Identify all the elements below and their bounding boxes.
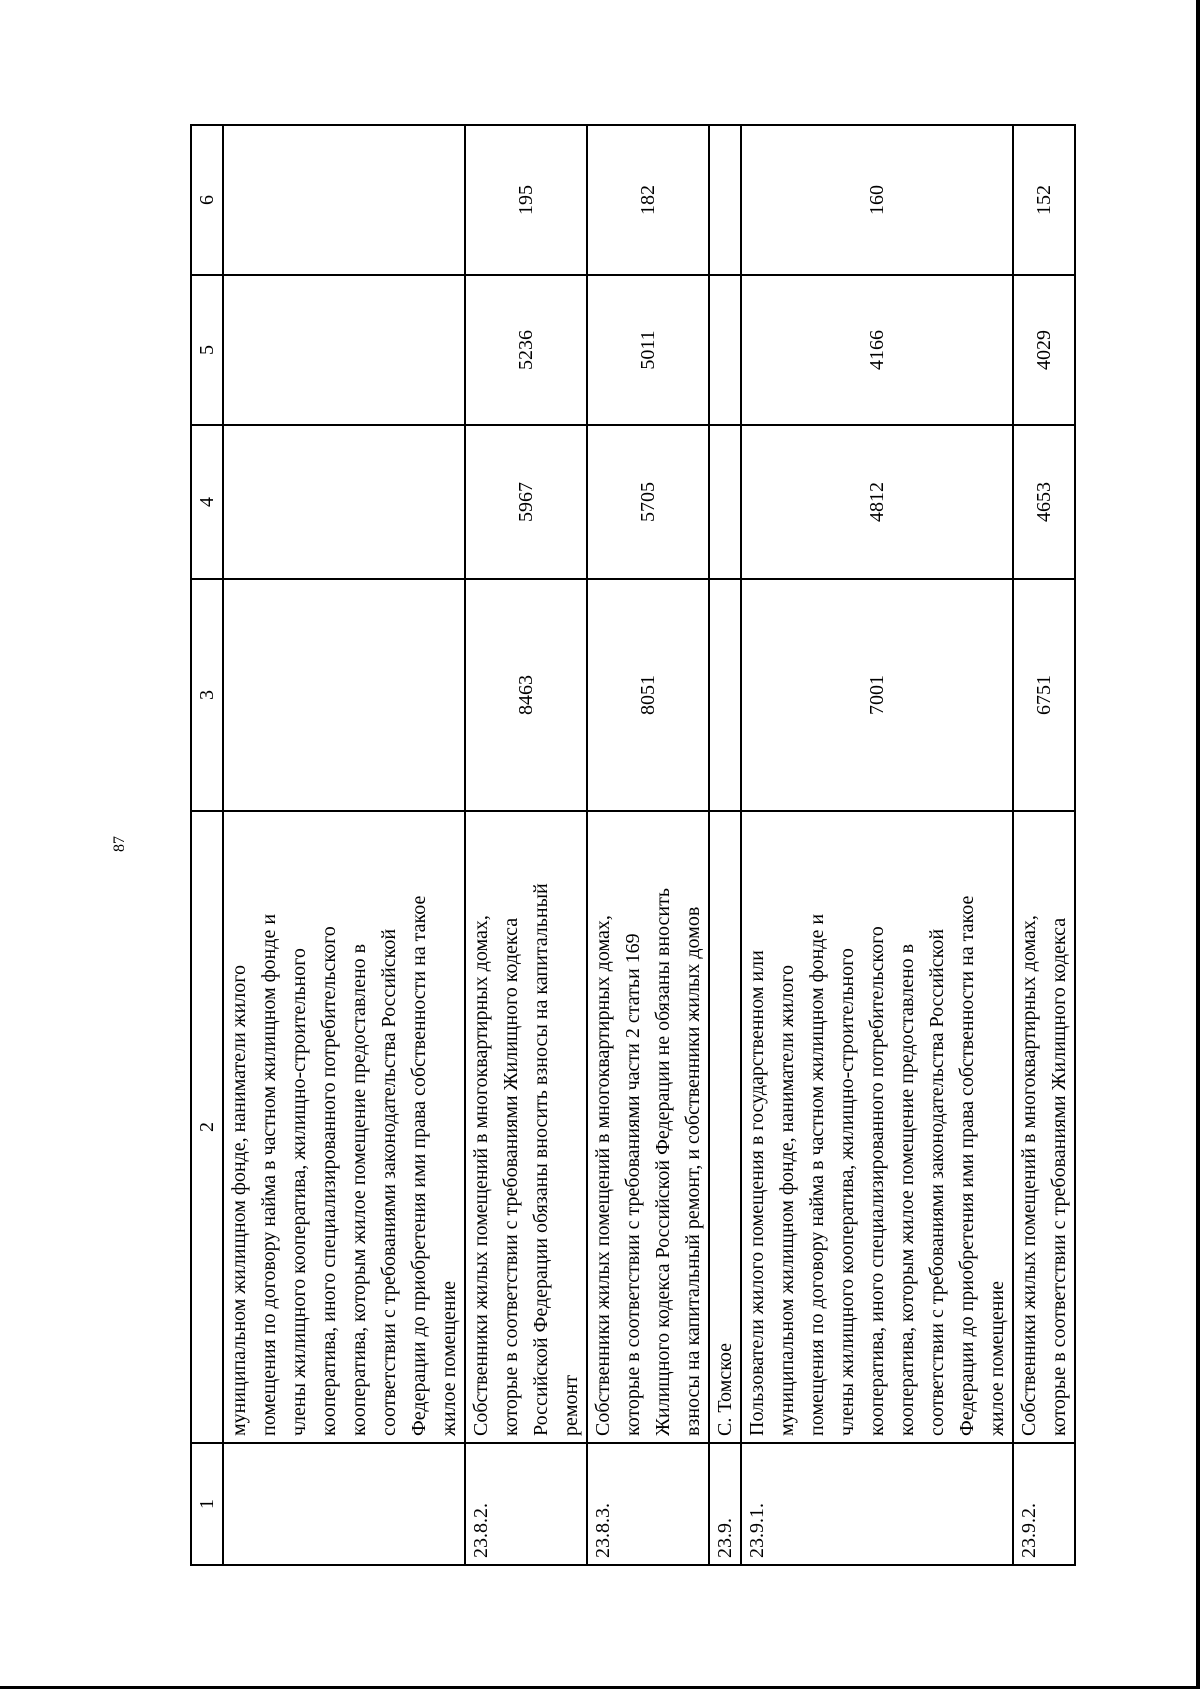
row-description: С. Томское [709, 811, 741, 1443]
row-value-col6: 195 [465, 125, 587, 275]
row-code: 23.9.1. [741, 1443, 1013, 1565]
table-row [1013, 125, 1075, 1565]
row-value-col5 [223, 275, 465, 425]
header-cell-5: 5 [191, 275, 223, 425]
row-value-col4: 5967 [465, 425, 587, 579]
row-description: Собственники жилых помещений в многоквартирных домах, которые в соответствии с требованиями Жилищного кодекса [1013, 811, 1075, 1443]
row-value-col4: 5705 [587, 425, 709, 579]
row-description: Собственники жилых помещений в многоквартирных домах, которые в соответствии с требованиями Жилищного кодекса Российской Федерации обязаны вносить взносы на капитальный ремонт [465, 811, 587, 1443]
row-code: 23.8.3. [587, 1443, 709, 1565]
row-value-col3: 8463 [465, 579, 587, 811]
row-value-col6: 152 [1013, 125, 1075, 275]
header-cell-1: 1 [191, 1443, 223, 1565]
row-value-col3 [223, 579, 465, 811]
tariff-table [190, 124, 1076, 1566]
row-value-col3 [709, 579, 741, 811]
row-code: 23.9.2. [1013, 1443, 1075, 1565]
row-value-col6 [223, 125, 465, 275]
row-value-col5: 5011 [587, 275, 709, 425]
row-value-col5: 4029 [1013, 275, 1075, 425]
table-row [741, 125, 1013, 1565]
row-description: Пользователи жилого помещения в государственном или муниципальном жилищном фонде, наниматели жилого помещения по договору найма в частном жилищном фонде и члены жилищного кооператива, жилищно-строительного кооператива, иного специализированного потребительского кооператива, которым жилое помещение предоставлено в соответствии с требованиями законодательства Российской Федерации до приобретения ими права собственности на такое жилое помещение [741, 811, 1013, 1443]
table-row [465, 125, 587, 1565]
header-cell-6: 6 [191, 125, 223, 275]
row-value-col6 [709, 125, 741, 275]
row-value-col5 [709, 275, 741, 425]
row-value-col4: 4653 [1013, 425, 1075, 579]
row-description: Собственники жилых помещений в многоквартирных домах, которые в соответствии с требованиями части 2 статьи 169 Жилищного кодекса Российской Федерации не обязаны вносить взносы на капитальный ремонт, и собственники жилых домов [587, 811, 709, 1443]
row-value-col6: 160 [741, 125, 1013, 275]
table-header-row [191, 125, 223, 1565]
row-code: 23.9. [709, 1443, 741, 1565]
page-number: 87 [111, 836, 128, 852]
table-row-section [709, 125, 741, 1565]
row-value-col3: 8051 [587, 579, 709, 811]
row-value-col5: 5236 [465, 275, 587, 425]
row-code [223, 1443, 465, 1565]
header-cell-2: 2 [191, 811, 223, 1443]
table-row [223, 125, 465, 1565]
row-value-col5: 4166 [741, 275, 1013, 425]
row-value-col4 [223, 425, 465, 579]
row-value-col6: 182 [587, 125, 709, 275]
header-cell-3: 3 [191, 579, 223, 811]
table-row [587, 125, 709, 1565]
row-value-col4: 4812 [741, 425, 1013, 579]
row-value-col4 [709, 425, 741, 579]
row-value-col3: 6751 [1013, 579, 1075, 811]
scan-edge-right [1196, 0, 1200, 1689]
header-cell-4: 4 [191, 425, 223, 579]
rotated-page-content [190, 126, 1070, 1566]
row-description: муниципальном жилищном фонде, наниматели жилого помещения по договору найма в частном жилищном фонде и члены жилищного кооператива, жилищно-строительного кооператива, иного специализированного потребительского кооператива, которым жилое помещение предоставлено в соответствии с требованиями законодательства Российской Федерации до приобретения ими права собственности на такое жилое помещение [223, 811, 465, 1443]
row-code: 23.8.2. [465, 1443, 587, 1565]
row-value-col3: 7001 [741, 579, 1013, 811]
